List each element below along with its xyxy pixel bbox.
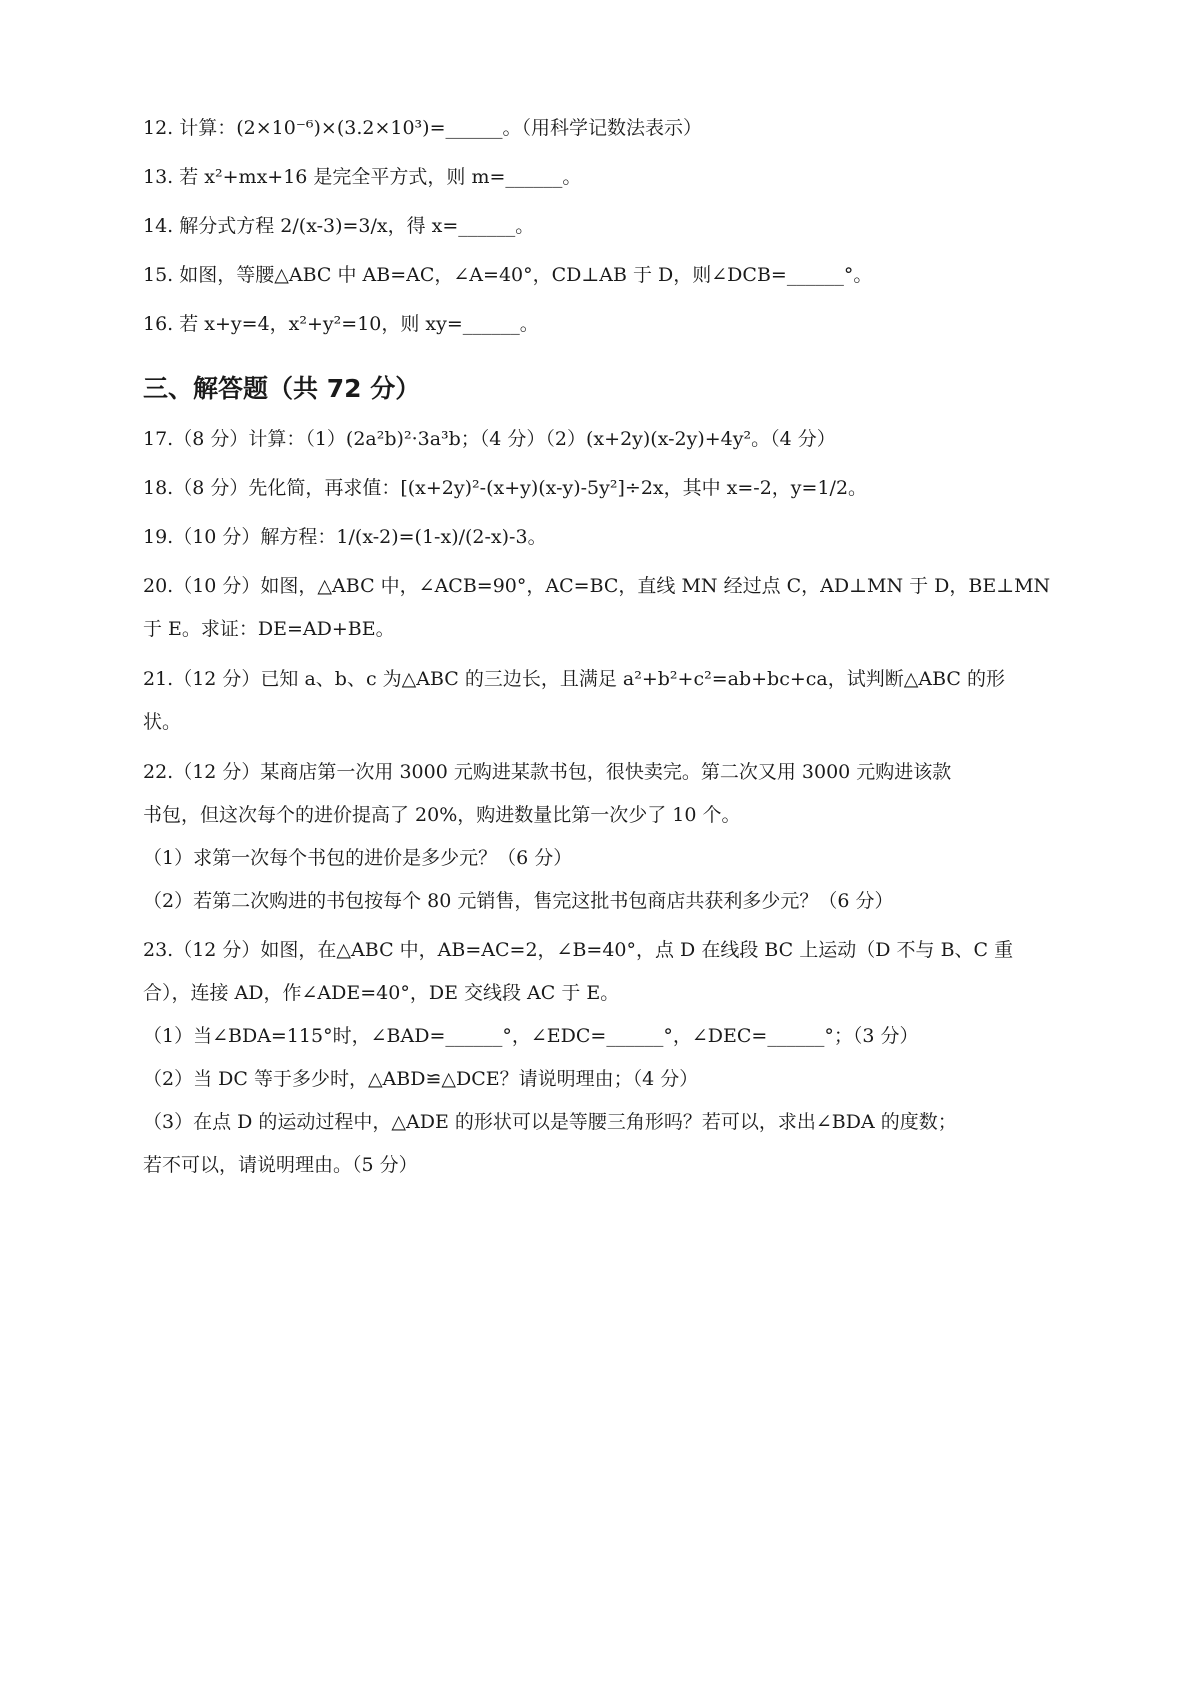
q21-line-1: 21.（12 分）已知 a、b、c 为△ABC 的三边长，且满足 a²+b²+c²=ab+bc+ca，试判断△ABC 的形 bbox=[143, 668, 1005, 690]
q18-line: 18.（8 分）先化简，再求值：[(x+2y)²-(x+y)(x-y)-5y²]÷2x，其中 x=-2，y=1/2。 bbox=[143, 477, 868, 499]
q21-line-2: 状。 bbox=[143, 711, 182, 733]
q12-line: 12. 计算：(2×10⁻⁶)×(3.2×10³)=______。（用科学记数法表示） bbox=[143, 117, 703, 139]
q23-part-3-line-1: （3）在点 D 的运动过程中，△ADE 的形状可以是等腰三角形吗？若可以，求出∠BDA 的度数； bbox=[143, 1111, 957, 1133]
q15-line: 15. 如图，等腰△ABC 中 AB=AC，∠A=40°，CD⊥AB 于 D，则∠DCB=______°。 bbox=[143, 264, 873, 286]
q14-line: 14. 解分式方程 2/(x-3)=3/x，得 x=______。 bbox=[143, 215, 535, 237]
q20-line-1: 20.（10 分）如图，△ABC 中，∠ACB=90°，AC=BC，直线 MN 经过点 C，AD⊥MN 于 D，BE⊥MN bbox=[143, 575, 1051, 597]
q22-line-2: 书包，但这次每个的进价提高了 20%，购进数量比第一次少了 10 个。 bbox=[143, 804, 741, 826]
q13-line: 13. 若 x²+mx+16 是完全平方式，则 m=______。 bbox=[143, 166, 582, 188]
q23-line-2: 合），连接 AD，作∠ADE=40°，DE 交线段 AC 于 E。 bbox=[143, 982, 620, 1004]
q20-line-2: 于 E。求证：DE=AD+BE。 bbox=[143, 618, 395, 640]
q17-line: 17.（8 分）计算：（1）(2a²b)²·3a³b；（4 分）（2）(x+2y)(x-2y)+4y²。（4 分） bbox=[143, 428, 836, 450]
q23-part-2: （2）当 DC 等于多少时，△ABD≌△DCE？请说明理由；（4 分） bbox=[143, 1068, 699, 1090]
q23-line-1: 23.（12 分）如图，在△ABC 中，AB=AC=2，∠B=40°，点 D 在线段 BC 上运动（D 不与 B、C 重 bbox=[143, 939, 1014, 961]
q19-line: 19.（10 分）解方程：1/(x-2)=(1-x)/(2-x)-3。 bbox=[143, 526, 547, 548]
q23-part-3-line-2: 若不可以，请说明理由。（5 分） bbox=[143, 1154, 418, 1176]
q22-part-1: （1）求第一次每个书包的进价是多少元？（6 分） bbox=[143, 847, 573, 869]
q23-part-1: （1）当∠BDA=115°时，∠BAD=______°，∠EDC=______°，∠DEC=______°；（3 分） bbox=[143, 1025, 919, 1047]
q22-part-2: （2）若第二次购进的书包按每个 80 元销售，售完这批书包商店共获利多少元？（6 分） bbox=[143, 890, 894, 912]
section-heading: 三、解答题（共 72 分） bbox=[143, 374, 421, 403]
q22-line-1: 22.（12 分）某商店第一次用 3000 元购进某款书包，很快卖完。第二次又用 3000 元购进该款 bbox=[143, 761, 952, 783]
q16-line: 16. 若 x+y=4，x²+y²=10，则 xy=______。 bbox=[143, 313, 539, 335]
